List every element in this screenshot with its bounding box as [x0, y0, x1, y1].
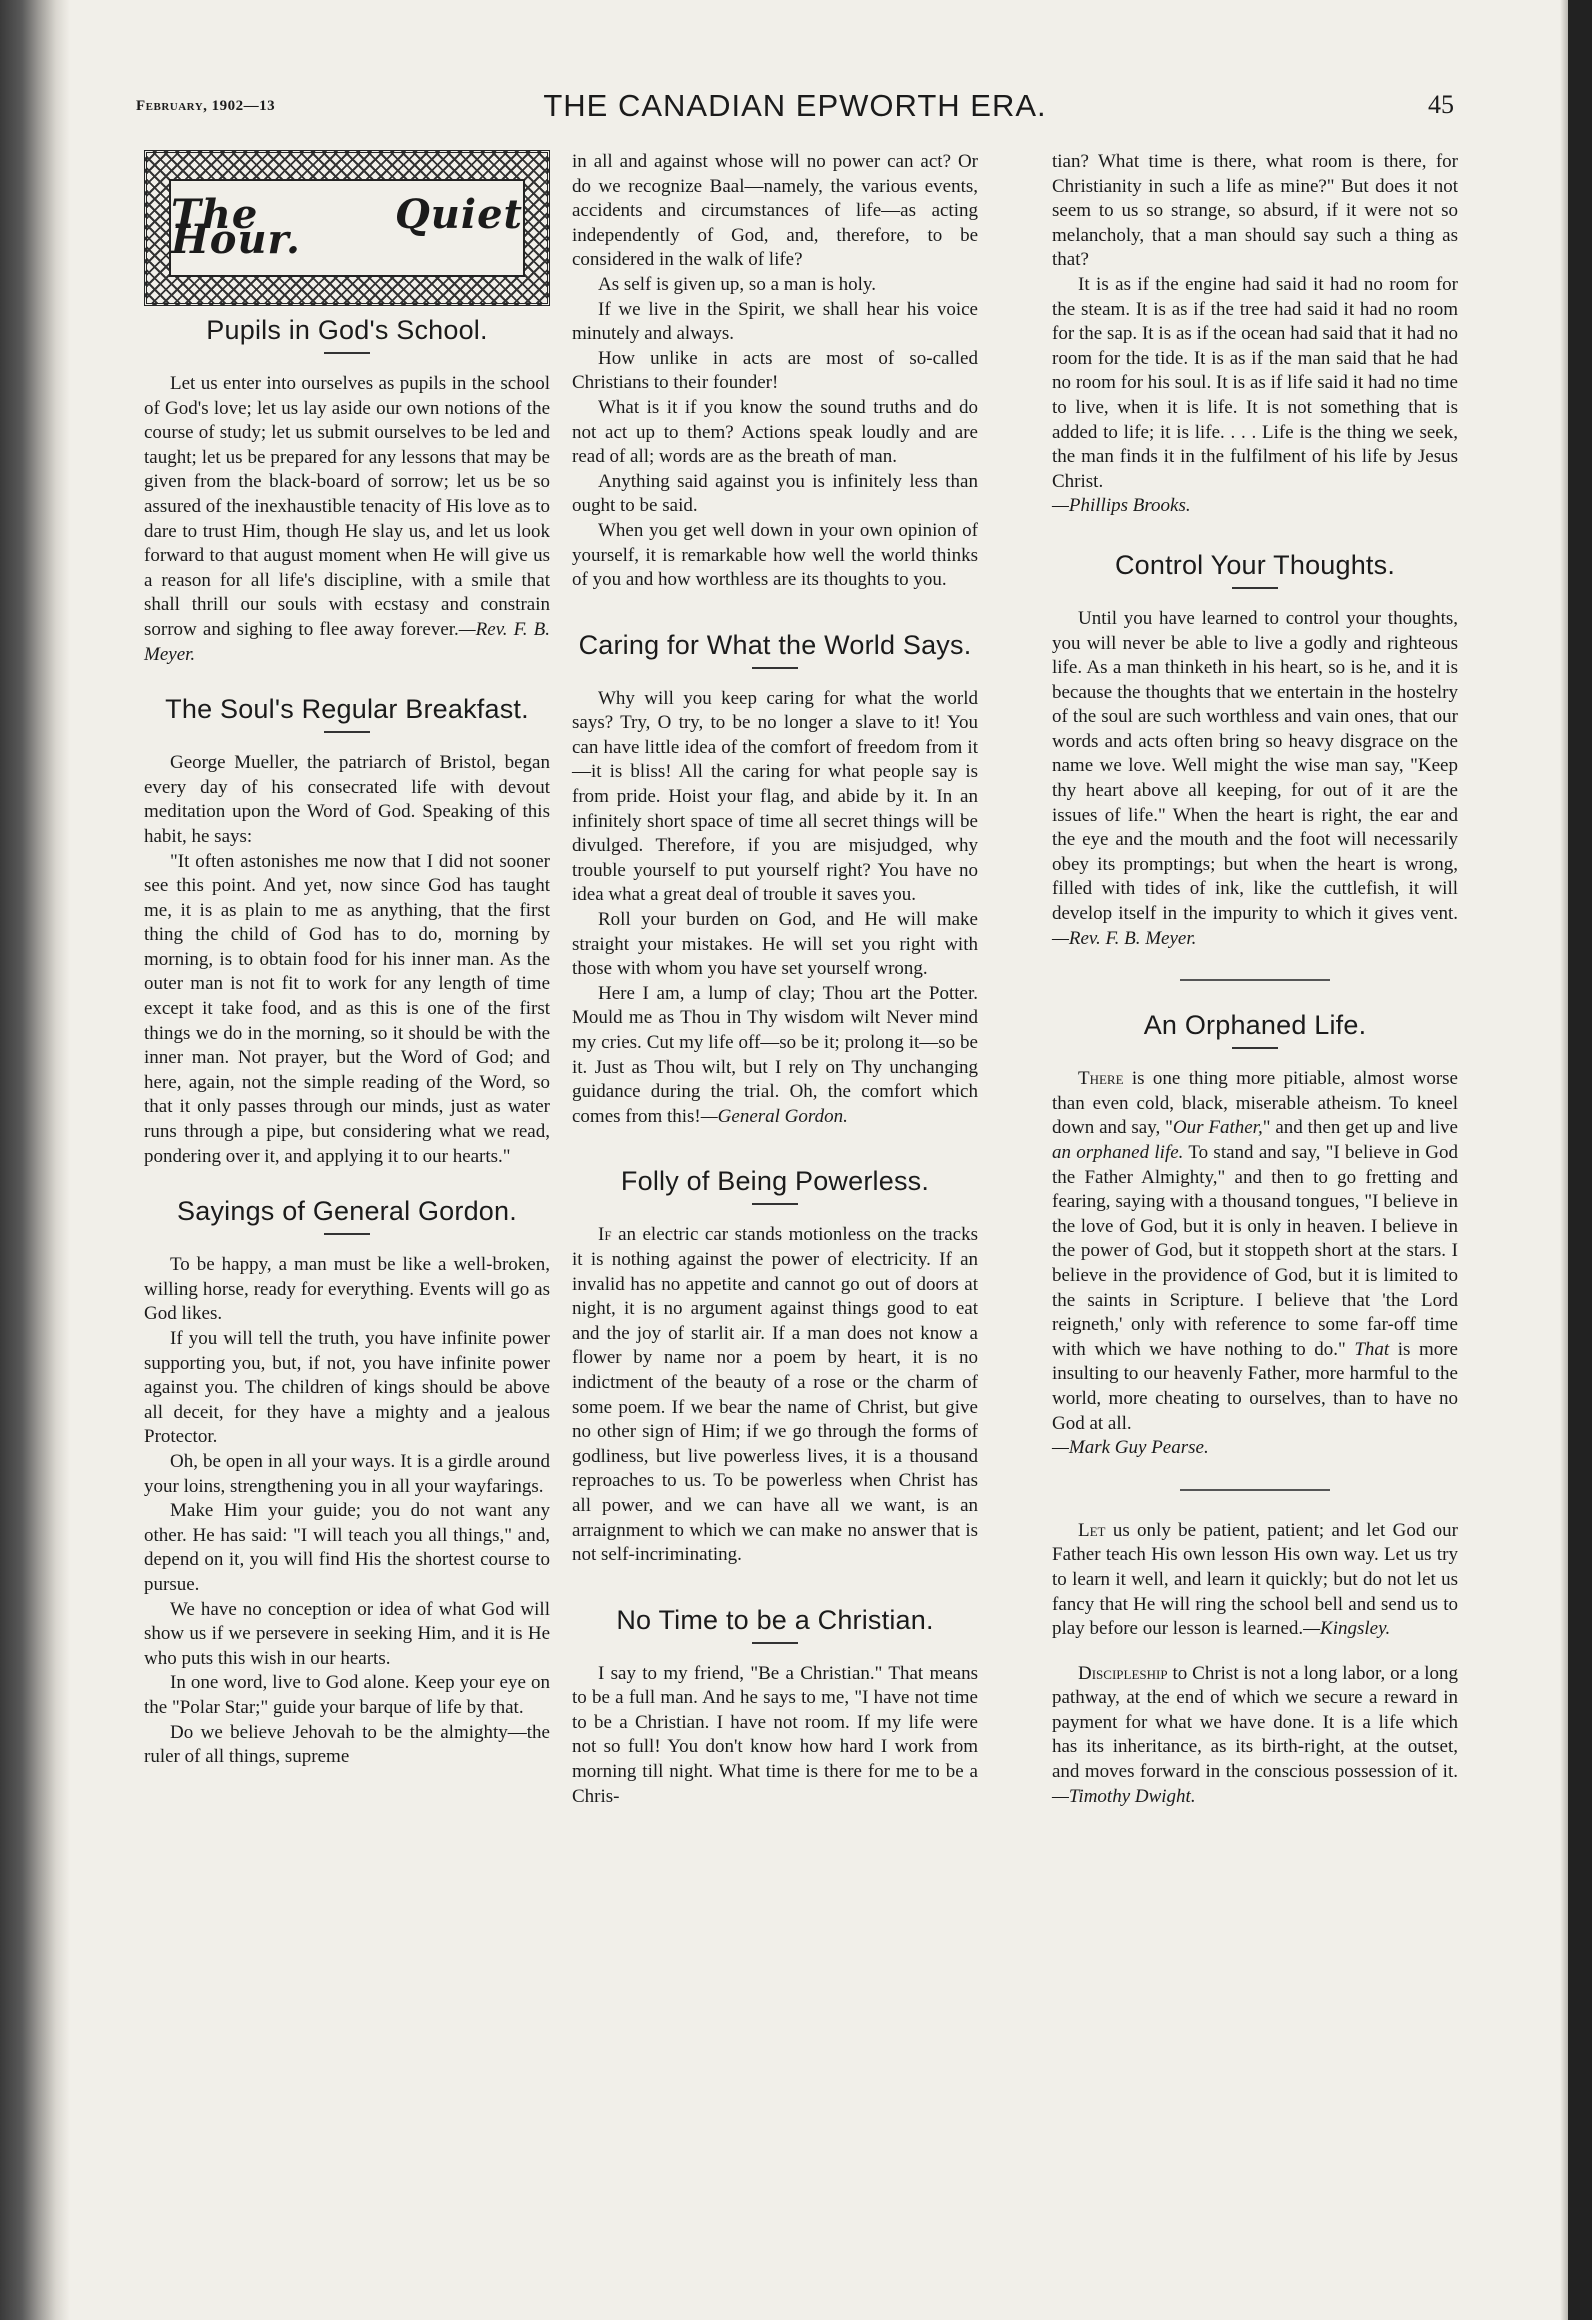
title-rule — [752, 1642, 798, 1644]
signature: —Timothy Dwight. — [1052, 1785, 1196, 1807]
discipleship-paragraph — [1052, 1662, 1458, 1810]
signature: —General Gordon. — [700, 1105, 848, 1127]
gordon-paragraph: Make Him your guide; you do not want any other. He has said: "I will teach you all things," and, depend on it, you will find His the shortest course to pursue. — [144, 1500, 550, 1595]
orphaned-paragraph — [1052, 1067, 1458, 1461]
paragraph-text: an electric car stands motionless on the tracks it is nothing against the power of electricity. If an invalid has no appetite and cannot go out of doors at night, it is no argument against things good to eat and the joy of starlit air. If a man does not know a flower by name nor a poem by heart, it is no indictment of the beauty of a rose or the charm of some poem. If we bear the name of Christ, but give no other sign of Him; if we go through the forms of godliness, but live powerless lives, it is a thousand reproaches to us. To be powerless when Christ has all power, and we can have all we want, is an arraignment to which we can make no answer that is not self-incriminating. — [572, 1224, 978, 1566]
italic-phrase: That — [1354, 1338, 1390, 1360]
italic-phrase: Our Father, — [1172, 1117, 1263, 1139]
paragraph-text: " and then get up and live — [1262, 1117, 1458, 1139]
title-rule — [752, 1203, 798, 1205]
notime-title: No Time to be a Christian. — [616, 1604, 934, 1635]
breakfast-title: The Soul's Regular Breakfast. — [165, 694, 529, 725]
gordon-paragraph: Oh, be open in all your ways. It is a girdle around your loins, strengthening you in all your wayfarings. — [144, 1450, 550, 1497]
world-paragraph — [572, 982, 978, 1130]
title-rule — [1232, 1047, 1278, 1049]
lead-word: There — [1078, 1068, 1124, 1090]
folly-paragraph — [572, 1223, 978, 1567]
section-separator — [1180, 979, 1330, 981]
italic-phrase: an orphaned life. — [1052, 1142, 1184, 1163]
thoughts-title: Control Your Thoughts. — [1114, 549, 1396, 580]
paragraph-text: Here I am, a lump of clay; Thou art the Potter. Mould me as Thou in Thy wisdom wilt Never mind my cries. Cut my life off—so be it; prolong it—so be it. Just as Thou wilt, but I rely on Thy unchanging guidance during the trial. Oh, the comfort which comes from this! — [572, 982, 978, 1127]
gordon-paragraph: If we live in the Spirit, we shall hear his voice minutely and always. — [572, 298, 978, 345]
section-separator — [1180, 1489, 1330, 1491]
thoughts-paragraph — [1052, 607, 1458, 951]
paragraph-text: to Christ is not a long labor, or a long pathway, at the end of which we secure a reward in payment for what we have done. It is a life which has its inheritance, as its birth-right, at the outset, and moves forward in the conscious possession of it. — [1052, 1662, 1458, 1783]
column-1 — [144, 150, 550, 1770]
right-border — [1568, 0, 1592, 2320]
breakfast-paragraph: "It often astonishes me now that I did not sooner see this point. And yet, now since God has taught me, it is as plain to me as anything, that the first thing the child of God has to do, morning by morning, is to obtain food for his inner man. As the outer man is not fit to work for any length of time except it take food, and as this is one of the first things we do in the morning, so it should be with the inner man. Not prayer, but the Word of God; and here, again, not the simple reading of the Word, so that it only passes through our minds, just as water runs through a pipe, but considering what we read, pondering over it, and applying it to our hearts." — [144, 850, 550, 1167]
paragraph-text: is one thing more pitiable, almost worse than even cold, black, miserable atheism. To kneel down and say, " — [1052, 1068, 1458, 1139]
gordon-paragraph: In one word, live to God alone. Keep your eye on the "Polar Star;" guide your barque of life by that. — [144, 1672, 550, 1718]
gordon-paragraph: Do we believe Jehovah to be the almighty—the ruler of all things, supreme — [144, 1721, 550, 1768]
lead-word: Let — [1078, 1519, 1106, 1541]
gordon-paragraph: in all and against whose will no power can act? Or do we recognize Baal—namely, the various events, accidents and circumstances of life—as acting independently of God, and, therefore, to be considered in the walk of life? — [572, 151, 978, 271]
gordon-paragraph: When you get well down in your own opinion of yourself, it is remarkable how well the world thinks of you and how worthless are its thoughts to you. — [572, 519, 978, 591]
quiet-hour-banner — [144, 150, 550, 306]
page-number: 45 — [1428, 90, 1454, 119]
notime-paragraph: I say to my friend, "Be a Christian." That means to be a full man. And he says to me, "I have not time to be a Christian. I have not room. If my life were not so full! You don't know how hard I work from morning till night. What time is there for me to be a Chris- — [572, 1662, 978, 1807]
header-date: February, 1902—13 — [136, 98, 276, 114]
world-paragraph: Why will you keep caring for what the world says? Try, O try, to be no longer a slave to it! You can have little idea of the comfort of freedom from it—it is bliss! All the caring for what people say is from pride. Hoist your flag, and abide by it. In an infinitely short space of time all secret things will be divulged. Therefore, if you are misjudged, why trouble yourself to put yourself right? You have no idea what a great deal of trouble it saves you. — [572, 687, 978, 906]
title-rule — [324, 352, 370, 354]
title-rule — [324, 1233, 370, 1235]
paragraph-text: To stand and say, "I believe in God the Father Almighty," and then to go fretting and fearing, saying with a thousand tongues, "I believe in the love of God, but it is only in heaven. I believe in the power of God, but it stoppeth short at the stars. I believe in the providence of God, but it is limited to the saints in Scripture. I believe that 'the Lord reigneth,' only with reference to some far-off time with which we have nothing to do." — [1052, 1142, 1458, 1360]
gordon-paragraph: If you will tell the truth, you have infinite power supporting you, but, if not, you have infinite power against you. The children of kings should be above all deceit, for they have a mighty and a jealous Protector. — [144, 1328, 550, 1448]
breakfast-paragraph: George Mueller, the patriarch of Bristol, began every day of his consecrated life with devout meditation upon the Word of God. Speaking of this habit, he says: — [144, 752, 550, 847]
notime-paragraph: tian? What time is there, what room is there, for Christianity in such a life as mine?" But does it not seem to us so strange, so absurd, if it were not so melancholy, that a man should say such a thing as that? — [1052, 151, 1458, 271]
gordon-paragraph: We have no conception or idea of what God will show us if we persevere in seeking Him, and it is He who puts this wish in our hearts. — [144, 1598, 550, 1669]
paragraph-text: Let us enter into ourselves as pupils in the school of God's love; let us lay aside our own notions of the course of study; let us submit ourselves to be led and taught; let us be prepared for any lessons that may be given from the black-board of sorrow; let us be so assured of the inexhaustible tenacity of His love as to dare to trust Him, though He slay us, and let us look forward to that august moment when He will give us a reason for all life's discipline, with a smile that shall thrill our souls with ecstasy and constrain sorrow and sighing to flee away forever. — [144, 373, 550, 640]
title-rule — [324, 731, 370, 733]
signature: —Mark Guy Pearse. — [1052, 1437, 1209, 1459]
title-rule — [1232, 587, 1278, 589]
gordon-paragraph: What is it if you know the sound truths and do not act up to them? Actions speak loudly and are read of all; words are as the breath of man. — [572, 396, 978, 468]
lead-word: Discipleship — [1078, 1662, 1168, 1684]
signature: —Phillips Brooks. — [1052, 495, 1191, 517]
pupils-title: Pupils in God's School. — [206, 315, 488, 345]
world-title: Caring for What the World Says. — [578, 629, 972, 660]
title-rule — [752, 667, 798, 669]
pupils-paragraph — [144, 372, 550, 667]
quiet-hour-title: The Quiet Hour. — [171, 191, 523, 263]
lead-word: If — [598, 1224, 612, 1246]
gordon-paragraph: To be happy, a man must be like a well-broken, willing horse, ready for everything. Events will go as God likes. — [144, 1254, 550, 1325]
gordon-paragraph: How unlike in acts are most of so-called Christians to their founder! — [572, 347, 978, 394]
gordon-paragraph: Anything said against you is infinitely less than ought to be said. — [572, 470, 978, 517]
column-3 — [1052, 150, 1458, 1809]
world-paragraph: Roll your burden on God, and He will make straight your mistakes. He will set you right with those with whom you have set yourself wrong. — [572, 909, 978, 980]
signature: —Kingsley. — [1303, 1618, 1391, 1640]
paragraph-text: us only be patient, patient; and let God our Father teach His own lesson His own way. Let us try to learn it well, and learn it quickly; but do not let us fancy that He will ring the school bell and send us to play before our lesson is learned. — [1052, 1519, 1458, 1640]
paragraph-text: is more insulting to our heavenly Father, more harmful to the world, more cheating to ourselves, than to have no God at all. — [1052, 1338, 1458, 1434]
paragraph-text: Until you have learned to control your thoughts, you will never be able to live a godly and righteous life. As a man thinketh in his heart, so is he, and it is because the thoughts that we entertain in the hostelry of the soul are such worthless and vain ones, that our words and acts often bring so heavy disgrace on the name we love. Well might the wise man say, "Keep thy heart above all keeping, for out of it are the issues of life." When the heart is right, the ear and the eye and the mouth and the foot will necessarily obey its promptings; but when the heart is wrong, filled with tides of ink, like the cuttlefish, it will develop itself in the impurity to which it gives vent. — [1052, 607, 1458, 925]
paragraph-text: It is as if the engine had said it had no room for the steam. It is as if the tree had said it had no room for the sap. It is as if the ocean had said that it had no room for the tide. It is as if the man said that he had no room for his soul. It is as if life said it had no time to live, when it is life. It is not something that is added to life; it is life. . . . Life is the thing we seek, the man finds it in the fulfilment of his life by Jesus Christ. — [1052, 273, 1458, 492]
patient-paragraph — [1052, 1519, 1458, 1642]
header-title: THE CANADIAN EPWORTH ERA. — [543, 88, 1047, 123]
column-2 — [572, 150, 978, 1809]
signature: —Rev. F. B. Meyer. — [144, 618, 550, 665]
gordon-paragraph: As self is given up, so a man is holy. — [598, 273, 876, 295]
page-edge-shadow — [1560, 0, 1568, 2320]
running-header — [136, 88, 1454, 128]
folly-title: Folly of Being Powerless. — [620, 1166, 930, 1197]
notime-paragraph — [1052, 273, 1458, 519]
quiet-hour-panel — [169, 179, 525, 277]
orphaned-title: An Orphaned Life. — [1143, 1010, 1367, 1041]
binding-spine — [0, 0, 70, 2320]
gordon-title: Sayings of General Gordon. — [177, 1196, 517, 1227]
signature: —Rev. F. B. Meyer. — [1052, 927, 1197, 949]
